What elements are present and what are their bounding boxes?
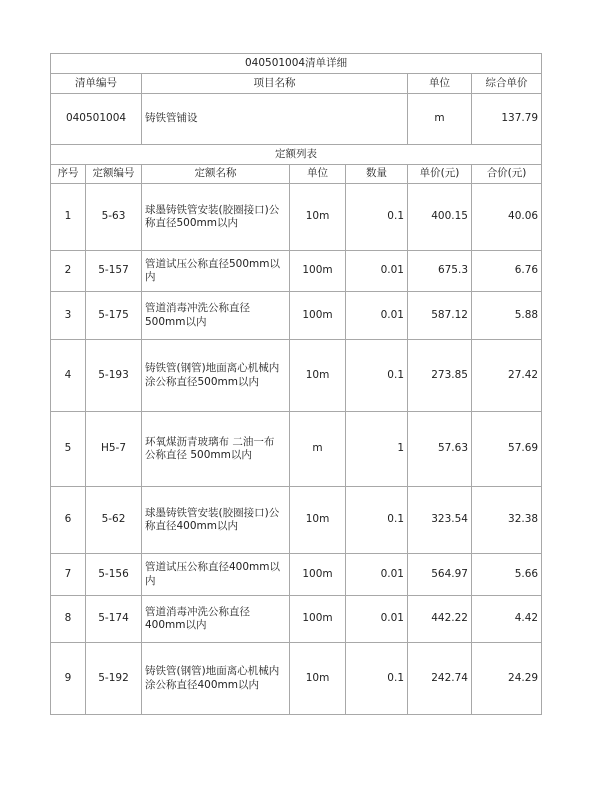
bill-row: [51, 94, 542, 145]
quota-name-cell: 铸铁管(钢管)地面离心机械内涂公称直径400mm以内: [142, 643, 290, 715]
quota-name-cell: 管道试压公称直径400mm以内: [142, 554, 290, 596]
table-row: [51, 487, 542, 554]
table-row: [51, 412, 542, 487]
quota-total-cell: 40.06: [472, 184, 542, 251]
quota-price-cell: 273.85: [408, 340, 472, 412]
quota-code-cell: 5-192: [86, 643, 142, 715]
quota-total-header: 合价(元): [472, 165, 542, 184]
quota-qty-cell: 0.1: [346, 340, 408, 412]
quota-qty-cell: 0.1: [346, 487, 408, 554]
quota-price-cell: 675.3: [408, 251, 472, 292]
quota-qty-cell: 0.01: [346, 596, 408, 643]
seq-cell: 2: [51, 251, 86, 292]
quota-qty-cell: 1: [346, 412, 408, 487]
quota-qty-cell: 0.1: [346, 643, 408, 715]
quota-total-cell: 5.88: [472, 292, 542, 340]
bill-unit-header: 单位: [408, 74, 472, 94]
quota-code-cell: 5-156: [86, 554, 142, 596]
quota-unit-cell: 10m: [290, 340, 346, 412]
quota-code-cell: 5-193: [86, 340, 142, 412]
seq-cell: 8: [51, 596, 86, 643]
quota-qty-cell: 0.01: [346, 251, 408, 292]
bill-unit: m: [408, 94, 472, 145]
quota-code-cell: 5-63: [86, 184, 142, 251]
table-row: [51, 340, 542, 412]
quota-unit-cell: 100m: [290, 251, 346, 292]
title-row: [51, 54, 542, 74]
quota-price-cell: 587.12: [408, 292, 472, 340]
quota-title-row: [51, 145, 542, 165]
quota-unit-header: 单位: [290, 165, 346, 184]
quota-total-cell: 4.42: [472, 596, 542, 643]
quota-name-cell: 球墨铸铁管安装(胶圈接口)公称直径400mm以内: [142, 487, 290, 554]
seq-cell: 9: [51, 643, 86, 715]
seq-cell: 3: [51, 292, 86, 340]
quota-qty-cell: 0.01: [346, 292, 408, 340]
quota-name-header: 定额名称: [142, 165, 290, 184]
bill-header-row: [51, 74, 542, 94]
table-row: [51, 251, 542, 292]
seq-cell: 1: [51, 184, 86, 251]
quota-total-cell: 24.29: [472, 643, 542, 715]
quota-unit-cell: 100m: [290, 292, 346, 340]
quota-unit-cell: 100m: [290, 554, 346, 596]
quota-total-cell: 27.42: [472, 340, 542, 412]
quota-code-cell: 5-62: [86, 487, 142, 554]
bill-code: 040501004: [51, 94, 142, 145]
quota-unit-cell: 10m: [290, 184, 346, 251]
bill-name: 铸铁管铺设: [142, 94, 408, 145]
quota-price-cell: 442.22: [408, 596, 472, 643]
seq-cell: 7: [51, 554, 86, 596]
seq-cell: 5: [51, 412, 86, 487]
bill-detail-table: [50, 53, 542, 715]
quota-unit-cell: 10m: [290, 643, 346, 715]
table-row: [51, 292, 542, 340]
quota-price-cell: 57.63: [408, 412, 472, 487]
quota-name-cell: 环氧煤沥青玻璃布 二油一布 公称直径 500mm以内: [142, 412, 290, 487]
quota-qty-cell: 0.01: [346, 554, 408, 596]
quota-header-row: [51, 165, 542, 184]
quota-name-cell: 球墨铸铁管安装(胶圈接口)公称直径500mm以内: [142, 184, 290, 251]
seq-header: 序号: [51, 165, 86, 184]
quota-unit-cell: 100m: [290, 596, 346, 643]
quota-name-cell: 管道消毒冲洗公称直径400mm以内: [142, 596, 290, 643]
quota-code-header: 定额编号: [86, 165, 142, 184]
bill-code-header: 清单编号: [51, 74, 142, 94]
quota-code-cell: 5-174: [86, 596, 142, 643]
bill-unit-price: 137.79: [472, 94, 542, 145]
seq-cell: 4: [51, 340, 86, 412]
quota-total-cell: 32.38: [472, 487, 542, 554]
quota-name-cell: 管道消毒冲洗公称直径500mm以内: [142, 292, 290, 340]
quota-total-cell: 5.66: [472, 554, 542, 596]
table-row: [51, 554, 542, 596]
quota-price-cell: 564.97: [408, 554, 472, 596]
bill-name-header: 项目名称: [142, 74, 408, 94]
quota-total-cell: 57.69: [472, 412, 542, 487]
seq-cell: 6: [51, 487, 86, 554]
table-row: [51, 596, 542, 643]
quota-name-cell: 管道试压公称直径500mm以内: [142, 251, 290, 292]
quota-price-cell: 323.54: [408, 487, 472, 554]
quota-code-cell: 5-157: [86, 251, 142, 292]
quota-price-cell: 400.15: [408, 184, 472, 251]
quota-qty-header: 数量: [346, 165, 408, 184]
bill-unit-price-header: 综合单价: [472, 74, 542, 94]
quota-name-cell: 铸铁管(钢管)地面离心机械内涂公称直径500mm以内: [142, 340, 290, 412]
table-title: 040501004清单详细: [51, 54, 542, 74]
table-row: [51, 643, 542, 715]
table-row: [51, 184, 542, 251]
quota-qty-cell: 0.1: [346, 184, 408, 251]
quota-total-cell: 6.76: [472, 251, 542, 292]
quota-code-cell: 5-175: [86, 292, 142, 340]
quota-unit-cell: m: [290, 412, 346, 487]
quota-price-header: 单价(元): [408, 165, 472, 184]
quota-code-cell: H5-7: [86, 412, 142, 487]
quota-unit-cell: 10m: [290, 487, 346, 554]
quota-price-cell: 242.74: [408, 643, 472, 715]
quota-list-title: 定额列表: [51, 145, 542, 165]
